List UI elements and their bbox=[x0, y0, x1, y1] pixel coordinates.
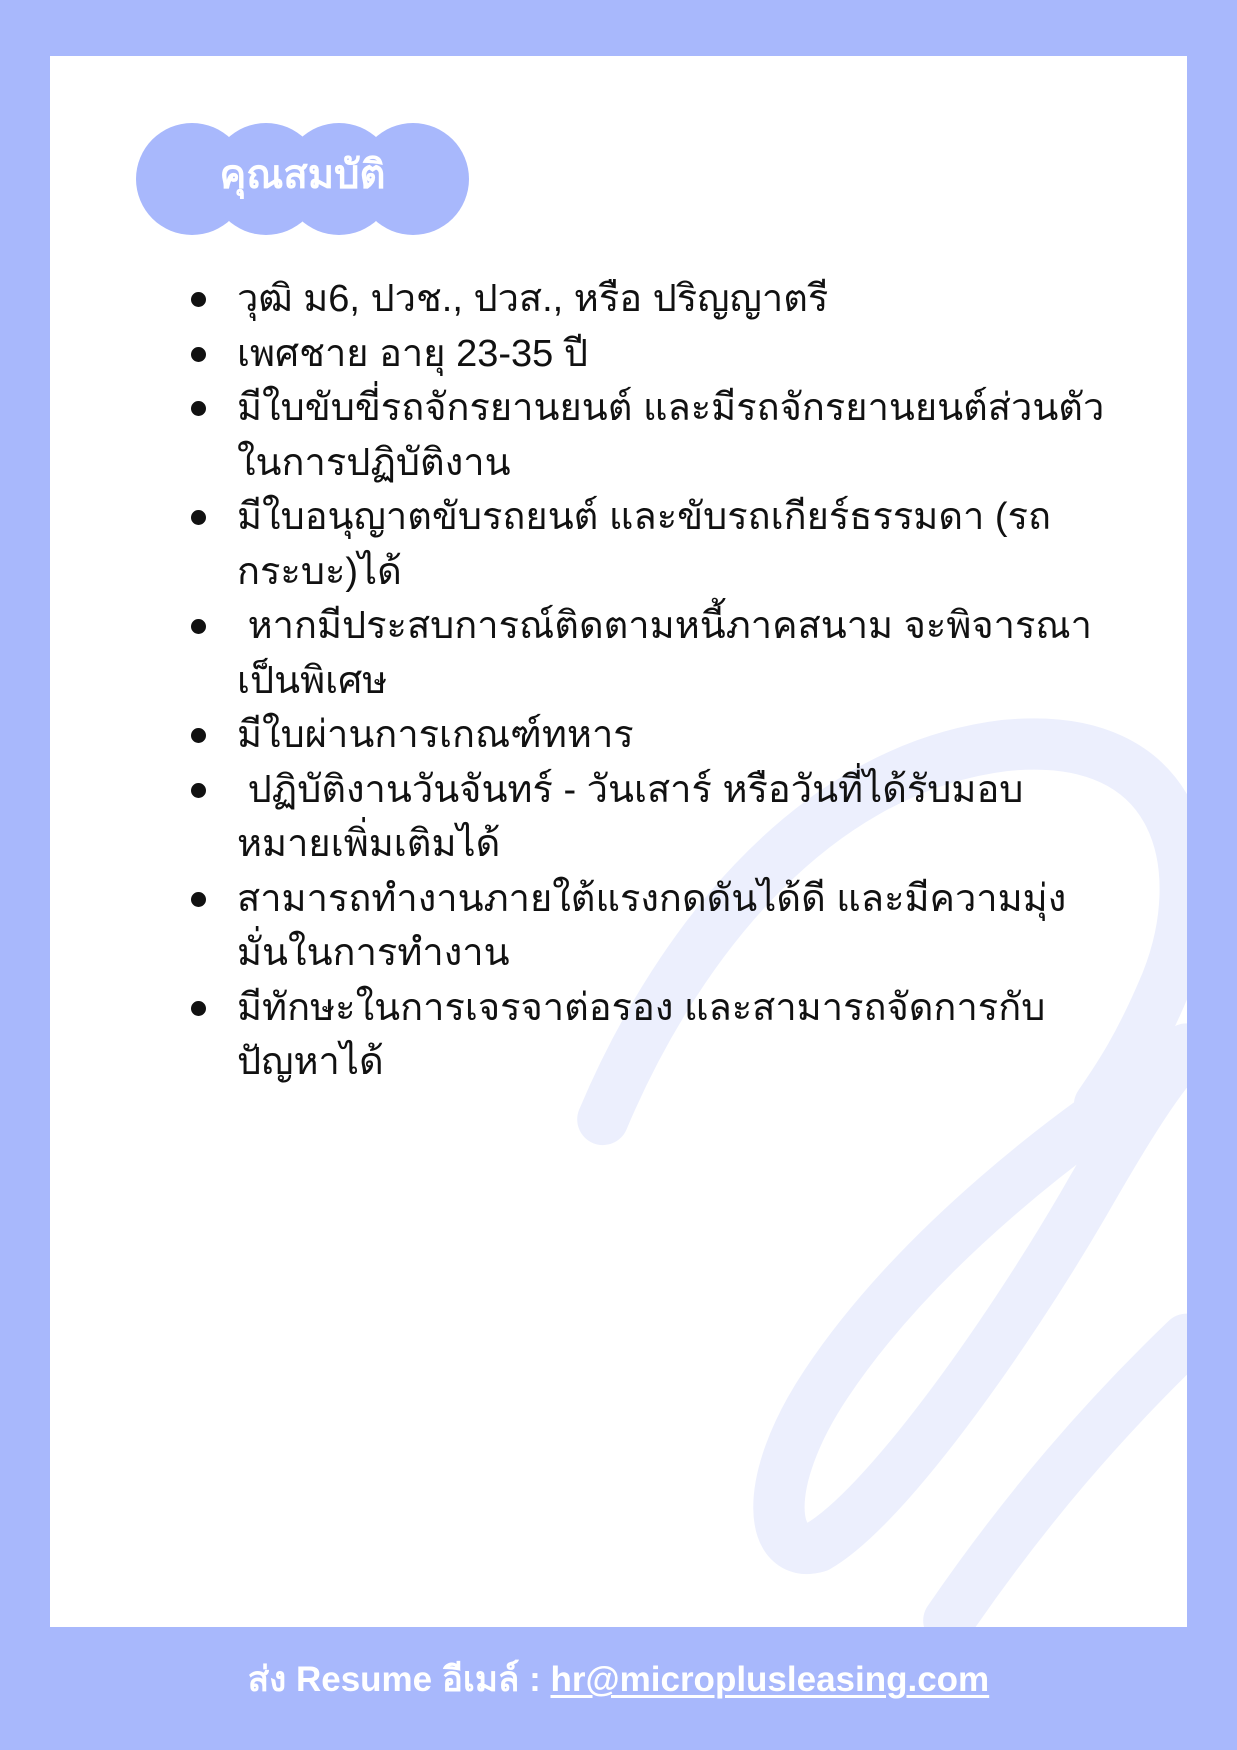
list-item-text: มีทักษะในการเจรจาต่อรอง และสามารถจัดการกับปัญหาได้ bbox=[237, 986, 1046, 1083]
list-item bbox=[237, 327, 1107, 382]
bullet-icon bbox=[191, 619, 206, 634]
footer-contact bbox=[0, 1650, 1237, 1710]
email-link[interactable]: hr@microplusleasing.com bbox=[550, 1660, 990, 1699]
list-item bbox=[237, 599, 1107, 708]
list-item-text: เพศชาย อายุ 23-35 ปี bbox=[237, 332, 588, 375]
list-item bbox=[237, 872, 1107, 981]
list-item bbox=[237, 708, 1107, 763]
content-card bbox=[50, 56, 1187, 1627]
bullet-icon bbox=[191, 783, 206, 798]
footer-label: ส่ง Resume อีเมล์ : bbox=[247, 1660, 541, 1699]
list-item bbox=[237, 763, 1107, 872]
list-item-text: มีใบอนุญาตขับรถยนต์ และขับรถเกียร์ธรรมดา (รถกระบะ)ได้ bbox=[237, 496, 1051, 593]
list-item-text: มีใบผ่านการเกณฑ์ทหาร bbox=[237, 714, 634, 756]
bullet-icon bbox=[191, 892, 206, 907]
list-item-text: มีใบขับขี่รถจักรยานยนต์ และมีรถจักรยานยนต์ส่วนตัวในการปฏิบัติงาน bbox=[237, 387, 1105, 484]
list-item-text: ปฏิบัติงานวันจันทร์ - วันเสาร์ หรือวันที่ได้รับมอบหมายเพิ่มเติมได้ bbox=[237, 768, 1024, 865]
heading-badge bbox=[136, 123, 469, 235]
list-item bbox=[237, 381, 1107, 490]
qualifications-list bbox=[237, 272, 1107, 1090]
bullet-icon bbox=[191, 292, 206, 307]
list-item-text: หากมีประสบการณ์ติดตามหนี้ภาคสนาม จะพิจารณาเป็นพิเศษ bbox=[237, 605, 1092, 702]
list-item-text: สามารถทำงานภายใต้แรงกดดันได้ดี และมีความมุ่งมั่นในการทำงาน bbox=[237, 877, 1067, 974]
bullet-icon bbox=[191, 510, 206, 525]
bullet-icon bbox=[191, 347, 206, 362]
list-item bbox=[237, 981, 1107, 1090]
bullet-icon bbox=[191, 728, 206, 743]
bullet-icon bbox=[191, 401, 206, 416]
list-item-text: วุฒิ ม6, ปวช., ปวส., หรือ ปริญญาตรี bbox=[237, 278, 829, 320]
section-title: คุณสมบัติ bbox=[219, 153, 386, 197]
list-item bbox=[237, 490, 1107, 599]
bullet-icon bbox=[191, 1001, 206, 1016]
list-item bbox=[237, 272, 1107, 327]
